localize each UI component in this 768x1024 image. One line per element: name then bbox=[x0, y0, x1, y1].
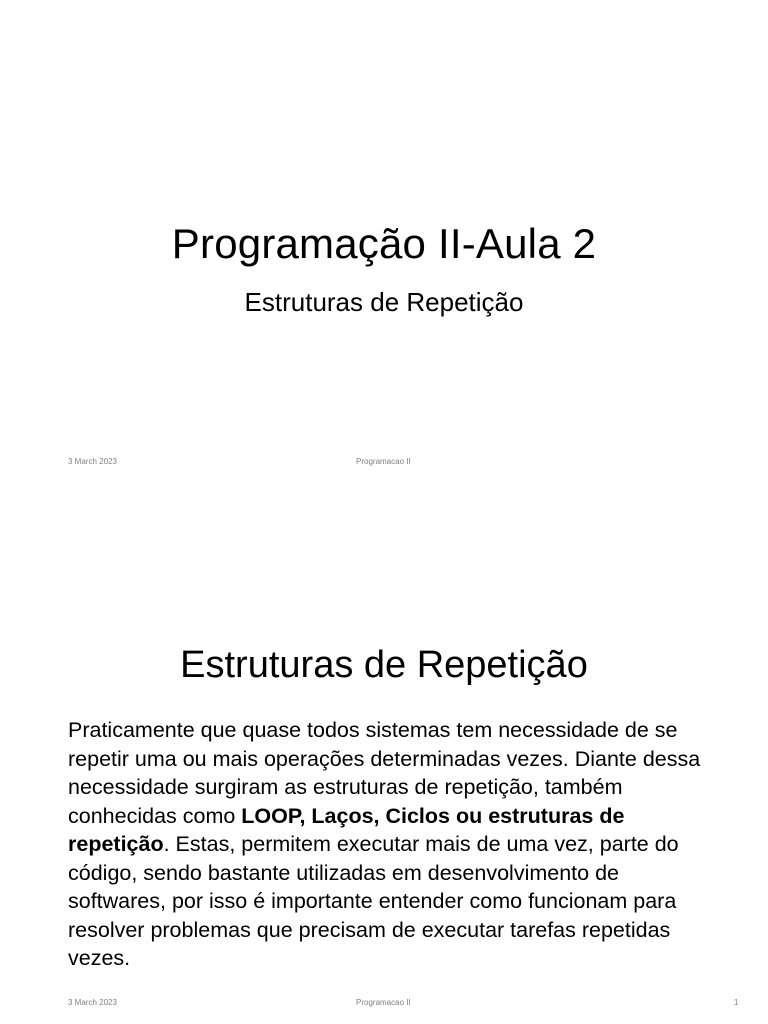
title-slide bbox=[0, 0, 768, 480]
footer-course: Programacao II bbox=[356, 998, 411, 1007]
footer-date: 3 March 2023 bbox=[68, 457, 117, 466]
content-slide bbox=[0, 480, 768, 1024]
body-paragraph bbox=[68, 716, 708, 973]
slide-title: Estruturas de Repetição bbox=[180, 644, 588, 686]
footer-date: 3 March 2023 bbox=[68, 998, 117, 1007]
body-text-part: Praticamente que quase todos sistemas tem necessidade de se repetir uma ou mais operações determinadas vezes. Diante dessa necessidade surgiram as estruturas de repetição, também conhecidas como bbox=[68, 718, 701, 828]
slide-title: Programação II-Aula 2 bbox=[171, 220, 597, 267]
footer-course: Programacao II bbox=[356, 457, 411, 466]
slide-subtitle: Estruturas de Repetição bbox=[244, 287, 524, 317]
page-number: 1 bbox=[734, 998, 739, 1007]
body-text-part: . Estas, permitem executar mais de uma vez, parte do código, sendo bastante utilizadas em desenvolvimento de softwares, por isso é importante entender como funcionam para resolver problemas que precisam de executar tarefas repetidas vezes. bbox=[68, 832, 679, 970]
body-text-bold: LOOP, Laços, Ciclos ou estruturas de repetição bbox=[68, 803, 625, 856]
